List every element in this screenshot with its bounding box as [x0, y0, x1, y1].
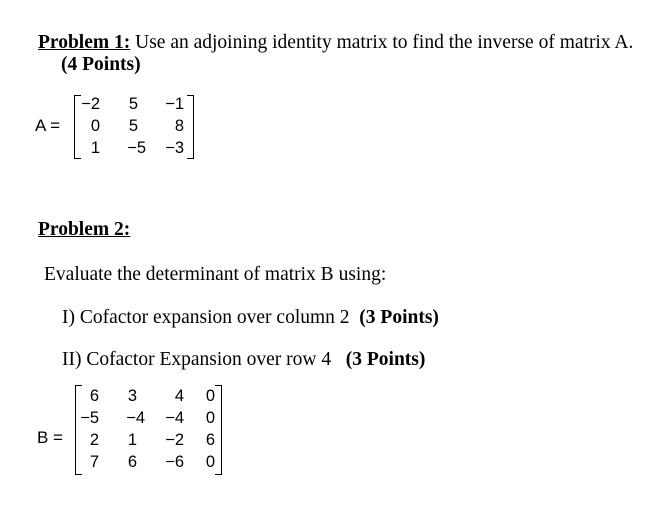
matrix-a-cell: 5	[128, 117, 138, 135]
matrix-a-cell: 0	[90, 117, 100, 135]
matrix-b-right-bracket	[215, 385, 222, 475]
matrix-b-cell: −4	[165, 409, 184, 427]
matrix-b-cell: 0	[205, 409, 215, 427]
matrix-b-cell: 6	[205, 431, 215, 449]
matrix-b-cell: 0	[205, 387, 215, 405]
matrix-a-cell: −1	[165, 95, 184, 113]
part2-points: (3 Points)	[345, 349, 426, 370]
problem1-text: Use an adjoining identity matrix to find the inverse of matrix A.	[130, 32, 634, 53]
problem1-points: (4 Points)	[61, 54, 141, 75]
matrix-a-cell: −3	[165, 139, 184, 157]
matrix-a-cell: −5	[127, 139, 146, 157]
matrix-b-cell: −2	[165, 431, 184, 449]
matrix-b-cell: −4	[126, 409, 145, 427]
problem2-heading: Problem 2:	[38, 219, 131, 240]
matrix-b-cell: 6	[127, 453, 137, 471]
matrix-b-cell: 6	[89, 387, 99, 405]
matrix-b-cell: −6	[165, 453, 184, 471]
part2-text: II) Cofactor Expansion over row 4	[62, 349, 332, 370]
matrix-b-cell: 1	[127, 431, 137, 449]
matrix-b-label: B =	[37, 428, 63, 447]
problem1-statement	[38, 31, 633, 55]
matrix-a-cell: 1	[90, 139, 100, 157]
matrix-b-cell: 2	[89, 431, 99, 449]
matrix-b-cell: −5	[80, 409, 99, 427]
matrix-b-cell: 0	[205, 453, 215, 471]
part1-points: (3 Points)	[359, 307, 439, 328]
problem2-part1	[62, 306, 439, 330]
matrix-a-label: A =	[35, 116, 61, 135]
problem2-instruction: Evaluate the determinant of matrix B using:	[44, 264, 387, 285]
matrix-a-cell: −2	[81, 95, 100, 113]
matrix-b-cell: 4	[174, 387, 184, 405]
matrix-a-right-bracket	[187, 95, 194, 159]
part1-text: I) Cofactor expansion over column 2	[62, 307, 350, 328]
matrix-b-cell: 7	[89, 453, 99, 471]
matrix-a-cell: 8	[174, 117, 184, 135]
matrix-b-cell: 3	[127, 387, 137, 405]
problem2-part2	[62, 348, 425, 372]
matrix-a-cell: 5	[128, 95, 138, 113]
problem1-heading: Problem 1:	[38, 32, 131, 53]
